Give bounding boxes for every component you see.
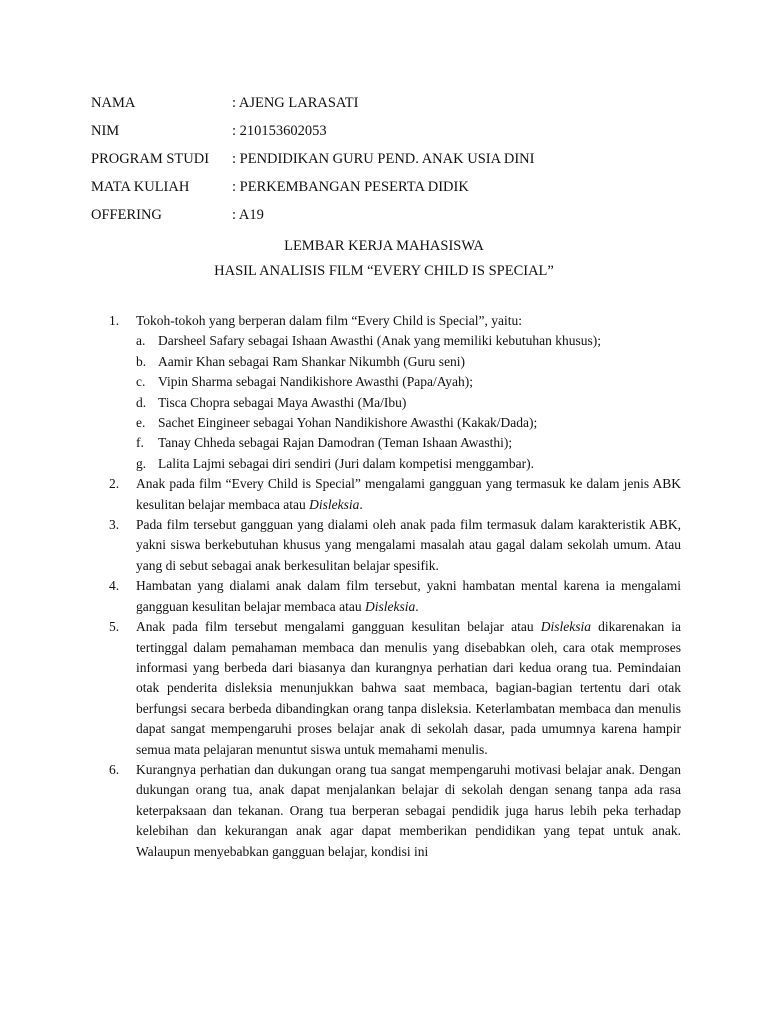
sub-item-letter: c.: [136, 374, 146, 390]
sub-item-text: Darsheel Safary sebagai Ishaan Awasthi (Anak yang memiliki kebutuhan khusus);: [158, 333, 602, 349]
italic-term: Disleksia: [309, 496, 360, 512]
info-label: NIM: [91, 123, 120, 139]
sub-item: [136, 393, 681, 413]
italic-term: Disleksia: [540, 619, 591, 635]
title-line-1: LEMBAR KERJA MAHASISWA: [284, 238, 484, 254]
item-text: Anak pada film “Every Child is Special” mengalami gangguan yang termasuk ke dalam jenis ABK kesulitan belajar membaca atau: [136, 476, 681, 512]
item-text-end: .: [415, 598, 419, 614]
info-row-program-studi: [91, 149, 534, 177]
info-label: MATA KULIAH: [91, 179, 190, 195]
info-value: : AJENG LARASATI: [232, 95, 359, 111]
info-label: OFFERING: [91, 207, 162, 223]
sub-item-text: Tisca Chopra sebagai Maya Awasthi (Ma/Ibu): [158, 394, 407, 410]
sub-item: [136, 454, 681, 474]
item-number: 5.: [109, 619, 120, 635]
sub-item-letter: b.: [136, 353, 147, 369]
info-row-offering: [91, 205, 534, 233]
item-text: Tokoh-tokoh yang berperan dalam film “Every Child is Special”, yaitu:: [136, 313, 522, 328]
item-number: 3.: [109, 517, 120, 533]
list-item-2: [109, 474, 681, 515]
info-value: : 210153602053: [232, 123, 327, 139]
sub-item: [136, 372, 681, 392]
info-row-mata-kuliah: [91, 177, 534, 205]
sub-item-text: Sachet Eingineer sebagai Yohan Nandikishore Awasthi (Kakak/Dada);: [158, 415, 538, 431]
sub-item-text: Tanay Chheda sebagai Rajan Damodran (Teman Ishaan Awasthi);: [158, 435, 513, 451]
student-info-header: [91, 93, 534, 233]
list-item-6: [109, 760, 681, 862]
sub-item: [136, 413, 681, 433]
sub-item-letter: e.: [136, 415, 146, 431]
document-title: [0, 236, 768, 286]
sub-item-letter: g.: [136, 455, 147, 471]
item-number: 1.: [109, 313, 120, 328]
item-text-rest: dikarenakan ia tertinggal dalam pemahaman membaca dan menulis yang disebabkan oleh, cara otak memproses informasi yang berbeda dari biasanya dan kurangnya perhatian dari kedua orang tua. Pemindaian otak penderita disleksia menunjukkan bahwa saat membaca, bagian-bagian tertentu dari otak berfungsi secara berbeda dibandingkan orang tanpa disleksia. Keterlambatan membaca dan menulis dapat sangat mempengaruhi proses belajar anak di sekolah dasar, pada umumnya karena hampir semua mata pelajaran menuntut siswa untuk memahami menulis.: [136, 619, 681, 757]
info-row-nim: [91, 121, 534, 149]
info-value: : PERKEMBANGAN PESERTA DIDIK: [232, 179, 469, 195]
list-item-4: [109, 576, 681, 617]
info-row-nama: [91, 93, 534, 121]
sub-item: [136, 331, 681, 351]
sub-item: [136, 352, 681, 372]
sub-item-letter: d.: [136, 394, 147, 410]
item-number: 4.: [109, 578, 120, 594]
list-item-3: [109, 515, 681, 576]
info-label: PROGRAM STUDI: [91, 151, 210, 167]
sub-item-text: Aamir Khan sebagai Ram Shankar Nikumbh (Guru seni): [158, 353, 466, 369]
item-text-end: .: [359, 496, 363, 512]
list-item-5: [109, 617, 681, 760]
sub-item: [136, 433, 681, 453]
info-label: NAMA: [91, 95, 136, 111]
title-line-2: HASIL ANALISIS FILM “EVERY CHILD IS SPECIAL”: [214, 263, 554, 279]
item-text: Anak pada film tersebut mengalami gangguan kesulitan belajar atau: [136, 619, 541, 635]
sub-item-text: Lalita Lajmi sebagai diri sendiri (Juri dalam kompetisi menggambar).: [158, 455, 535, 471]
item-number: 2.: [109, 476, 120, 492]
item-text: Kurangnya perhatian dan dukungan orang tua sangat mempengaruhi motivasi belajar anak. Dengan dukungan orang tua, anak dapat menjalankan belajar di sekolah dengan senang tanpa ada rasa keterpaksaan dan tekanan. Orang tua berperan sebagai pendidik juga harus lebih peka terhadap kelebihan dan kekurangan anak agar dapat memberikan pendidikan yang tepat untuk anak. Walaupun menyebabkan gangguan belajar, kondisi ini: [136, 761, 681, 859]
sub-item-text: Vipin Sharma sebagai Nandikishore Awasthi (Papa/Ayah);: [158, 374, 474, 390]
sub-item-letter: a.: [136, 333, 146, 349]
answer-list: [109, 311, 681, 862]
item-number: 6.: [109, 761, 120, 777]
info-value: : A19: [232, 207, 264, 223]
sub-item-letter: f.: [136, 435, 144, 451]
item-text: Hambatan yang dialami anak dalam film tersebut, yakni hambatan mental karena ia mengalami gangguan kesulitan belajar membaca atau: [136, 578, 681, 614]
item-text: Pada film tersebut gangguan yang dialami oleh anak pada film termasuk dalam karakteristik ABK, yakni siswa berkebutuhan khusus yang mengalami masalah atau gagal dalam sekolah umum. Atau yang di sebut sebagai anak berkesulitan belajar spesifik.: [136, 517, 681, 573]
info-value: : PENDIDIKAN GURU PEND. ANAK USIA DINI: [232, 151, 535, 167]
italic-term: Disleksia: [365, 598, 416, 614]
list-item-1: [109, 311, 681, 474]
